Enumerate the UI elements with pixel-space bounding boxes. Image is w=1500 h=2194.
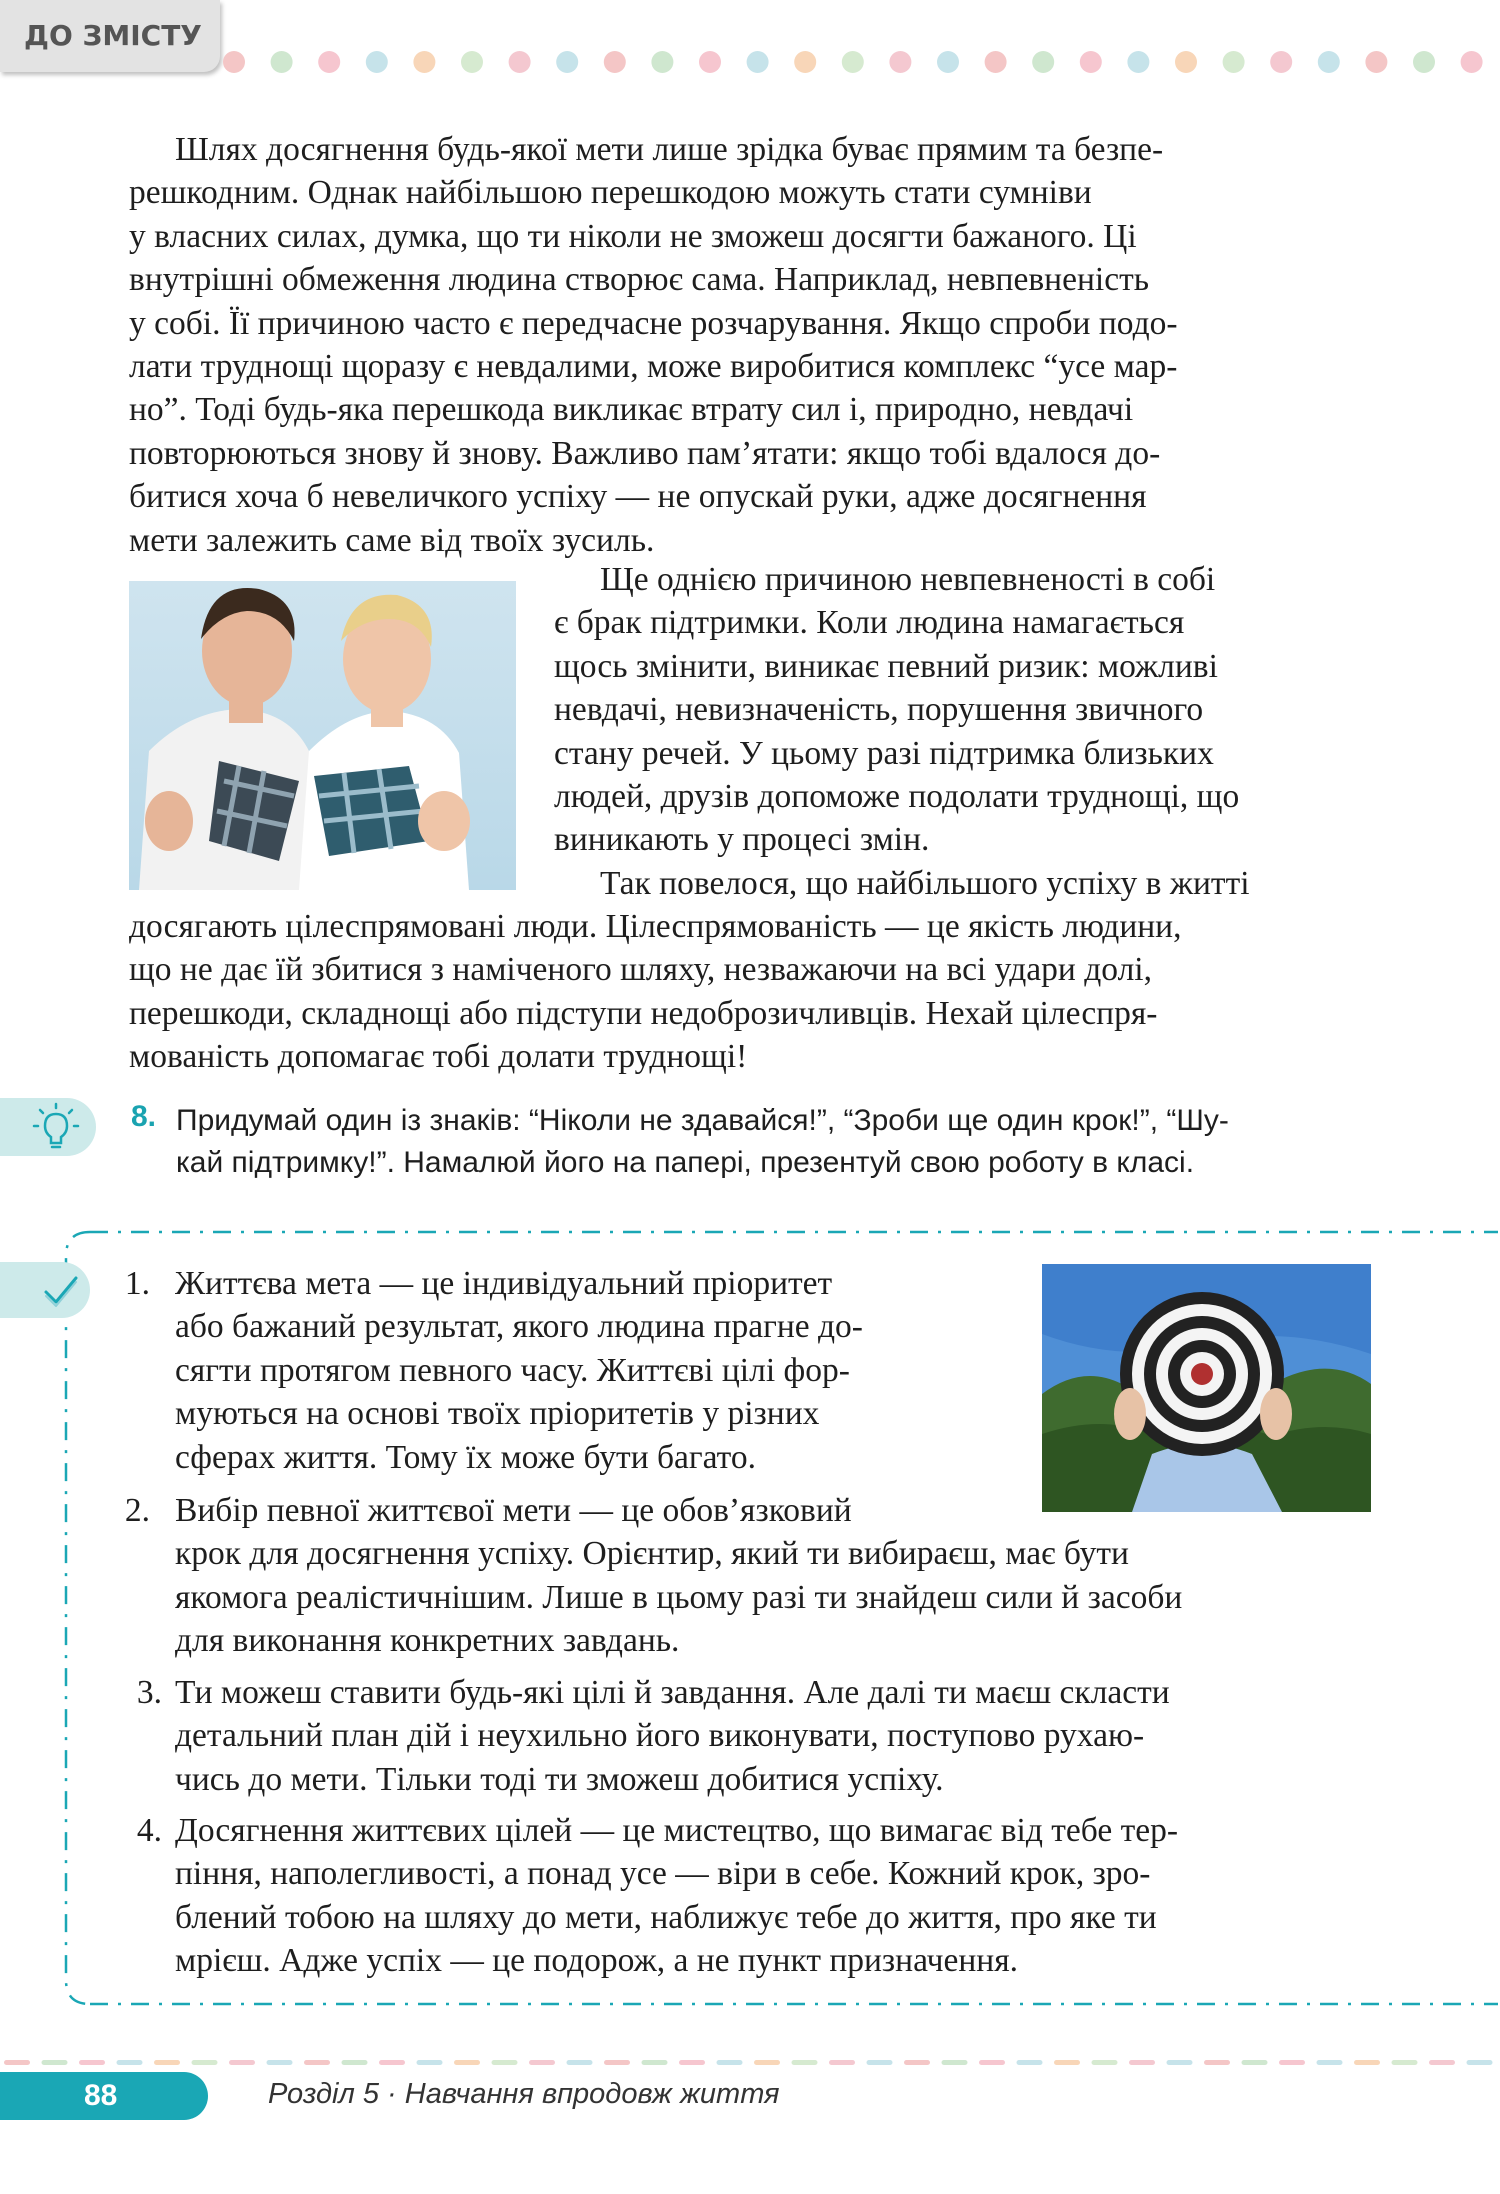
paragraph-3 <box>554 862 1372 905</box>
footer-dash <box>867 2060 893 2065</box>
decorative-dot <box>937 51 959 73</box>
text-line: людей, друзів допоможе подолати труднощі, що <box>554 778 1240 816</box>
decorative-dot <box>318 51 340 73</box>
text-line: лати труднощі щоразу є невдалими, може виробитися комплекс “усе мар- <box>129 348 1178 386</box>
text-line: мрієш. Адже успіх — це подорож, а не пункт призначення. <box>175 1942 1018 1980</box>
decorative-dot <box>889 51 911 73</box>
text-line: Ще однією причиною невпевненості в собі <box>600 561 1216 598</box>
footer-dash <box>679 2060 705 2065</box>
decorative-dot <box>651 51 673 73</box>
decorative-dot <box>223 51 245 73</box>
text-line: Ти можеш ставити будь-які цілі й завдання. Але далі ти маєш скласти <box>175 1674 1170 1711</box>
footer-dash <box>117 2060 143 2065</box>
footer-dash <box>379 2060 405 2065</box>
decorative-dot <box>1365 51 1387 73</box>
decorative-dot <box>1080 51 1102 73</box>
text-line: решкодним. Однак найбільшою перешкодою можуть стати сумніви <box>129 174 1092 212</box>
footer-dash <box>904 2060 930 2065</box>
decorative-dot <box>1032 51 1054 73</box>
decorative-dot <box>366 51 388 73</box>
decorative-dot <box>509 51 531 73</box>
text-line: або бажаний результат, якого людина прагне до- <box>175 1308 863 1346</box>
summary-tab <box>0 1262 90 1318</box>
decorative-dot <box>556 51 578 73</box>
text-line: виникають у процесі змін. <box>554 821 930 859</box>
text-line: детальний план дій і неухильно його виконувати, поступово рухаю- <box>175 1717 1145 1755</box>
footer-dash <box>267 2060 293 2065</box>
text-line: сягти протягом певного часу. Життєві цілі фор- <box>175 1351 850 1389</box>
footer-dash <box>1092 2060 1118 2065</box>
decorative-dot <box>985 51 1007 73</box>
decorative-dot <box>794 51 816 73</box>
decorative-dot <box>1175 51 1197 73</box>
footer-dash <box>304 2060 330 2065</box>
text-line: блений тобою на шляху до мети, наближує тебе до життя, про яке ти <box>175 1898 1157 1936</box>
text-line: крок для досягнення успіху. Орієнтир, який ти вибираєш, має бути <box>175 1535 1129 1573</box>
decorative-dots <box>222 50 1490 74</box>
footer-dash <box>1054 2060 1080 2065</box>
text-line: кай підтримку!”. Намалюй його на папері, презентуй свою роботу в класі. <box>176 1146 1195 1179</box>
footer-dash <box>604 2060 630 2065</box>
summary-item-1 <box>175 1262 1003 1479</box>
decorative-dot <box>413 51 435 73</box>
decorative-dot <box>747 51 769 73</box>
lightbulb-icon <box>0 1098 96 1156</box>
text-line: досягають цілеспрямовані люди. Цілеспрямованість — це якість людини, <box>129 908 1182 945</box>
text-line: битися хоча б невеличкого успіху — не опускай руки, адже досягнення <box>129 478 1147 516</box>
footer-dash <box>342 2060 368 2065</box>
task-tab <box>0 1098 96 1156</box>
text-line: що не дає їй збитися з наміченого шляху, незважаючи на всі удари долі, <box>129 951 1152 989</box>
text-line: внутрішні обмеження людина створює сама. Наприклад, невпевненість <box>129 261 1149 299</box>
footer-dash <box>1129 2060 1155 2065</box>
text-line: но”. Тоді будь-яка перешкода викликає втрату сил і, природно, невдачі <box>129 391 1134 429</box>
text-line: у власних силах, думка, що ти ніколи не зможеш досягти бажаного. Ці <box>129 217 1137 255</box>
item-number: 4. <box>136 1812 162 1849</box>
paragraph-3-continued <box>129 905 1372 1079</box>
item-number: 1. <box>124 1265 150 1302</box>
page-number: 88 <box>0 2072 208 2120</box>
decorative-dot <box>1270 51 1292 73</box>
footer-dash <box>192 2060 218 2065</box>
text-line: чись до мети. Тільки тоді ти зможеш добитися успіху. <box>175 1760 944 1798</box>
boys-photo <box>129 581 516 890</box>
text-line: якомога реалістичнішим. Лише в цьому разі ти знайдеш сили й засоби <box>175 1578 1183 1616</box>
text-line: щось змінити, виникає певний ризик: можливі <box>554 647 1218 685</box>
text-line: мованість допомагає тобі долати труднощі! <box>129 1038 748 1076</box>
footer-dash <box>979 2060 1005 2065</box>
footer-dash <box>1429 2060 1455 2065</box>
text-line: невдачі, невизначеність, порушення звичного <box>554 691 1204 729</box>
text-line: мети залежить саме від твоїх зусиль. <box>129 521 655 559</box>
text-line: повторюються знову й знову. Важливо пам’ятати: якщо тобі вдалося до- <box>129 434 1161 472</box>
text-line: муються на основі твоїх пріоритетів у різних <box>175 1395 820 1433</box>
text-line: Досягнення життєвих цілей — це мистецтво, що вимагає від тебе тер- <box>175 1812 1179 1849</box>
decorative-dot <box>461 51 483 73</box>
footer-dash <box>942 2060 968 2065</box>
text-line: Вибір певної життєвої мети — це обов’язковий <box>175 1492 852 1529</box>
footer-dash <box>829 2060 855 2065</box>
footer-dash <box>1017 2060 1043 2065</box>
footer-dash <box>1467 2060 1493 2065</box>
text-line: у собі. Її причиною часто є передчасне розчарування. Якщо спроби подо- <box>129 304 1178 342</box>
footer-dash <box>4 2060 30 2065</box>
text-line: Шлях досягнення будь-якої мети лише зрідка буває прямим та безпе- <box>175 131 1164 168</box>
footer-dash <box>642 2060 668 2065</box>
paragraph-2 <box>554 558 1372 862</box>
footer-dash <box>1167 2060 1193 2065</box>
decorative-dot <box>1127 51 1149 73</box>
task-text <box>176 1100 1377 1184</box>
footer-dash <box>417 2060 443 2065</box>
footer-dash <box>529 2060 555 2065</box>
footer-dash <box>1354 2060 1380 2065</box>
target-photo <box>1042 1264 1371 1512</box>
text-line: перешкоди, складнощі або підступи недоброзичливців. Нехай цілеспря- <box>129 994 1158 1032</box>
footer-dash <box>1279 2060 1305 2065</box>
text-line: є брак підтримки. Коли людина намагається <box>554 604 1185 642</box>
summary-item-4 <box>175 1809 1372 1983</box>
footer-dash <box>154 2060 180 2065</box>
decorative-dot <box>699 51 721 73</box>
footer-dash <box>567 2060 593 2065</box>
decorative-dot <box>1413 51 1435 73</box>
footer-dash <box>1317 2060 1343 2065</box>
footer-dash <box>454 2060 480 2065</box>
summary-item-2 <box>175 1489 1372 1663</box>
footer-dash <box>792 2060 818 2065</box>
decorative-dot <box>604 51 626 73</box>
footer-dash <box>79 2060 105 2065</box>
footer-dashed-line <box>0 2058 1500 2068</box>
decorative-dot <box>271 51 293 73</box>
summary-item-3 <box>175 1671 1372 1801</box>
footer-dash <box>1242 2060 1268 2065</box>
footer-dash <box>1204 2060 1230 2065</box>
decorative-dot <box>842 51 864 73</box>
decorative-dot <box>1461 51 1483 73</box>
item-number: 3. <box>136 1674 162 1711</box>
text-line: піння, наполегливості, а понад усе — віри в себе. Кожний крок, зро- <box>175 1855 1151 1893</box>
decorative-dot <box>1318 51 1340 73</box>
text-line: Придумай один із знаків: “Ніколи не здавайся!”, “Зроби ще один крок!”, “Шу- <box>176 1104 1229 1137</box>
task-number: 8. <box>131 1100 157 1133</box>
text-line: Так повелося, що найбільшого успіху в житті <box>600 865 1250 902</box>
item-number: 2. <box>124 1492 150 1529</box>
checkmark-icon <box>0 1262 90 1318</box>
text-line: стану речей. У цьому разі підтримка близьких <box>554 734 1214 772</box>
footer-dash <box>1392 2060 1418 2065</box>
paragraph-1 <box>129 128 1372 562</box>
footer-dash <box>717 2060 743 2065</box>
footer-dash <box>42 2060 68 2065</box>
footer-dash <box>492 2060 518 2065</box>
back-to-contents-button[interactable]: ДО ЗМІСТУ <box>0 0 220 72</box>
footer-dash <box>229 2060 255 2065</box>
section-title: Розділ 5 · Навчання впродовж життя <box>268 2078 780 2110</box>
decorative-dot <box>1223 51 1245 73</box>
text-line: Життєва мета — це індивідуальний пріоритет <box>175 1265 833 1302</box>
text-line: для виконання конкретних завдань. <box>175 1622 680 1660</box>
text-line: сферах життя. Тому їх може бути багато. <box>175 1438 756 1476</box>
footer-dash <box>754 2060 780 2065</box>
